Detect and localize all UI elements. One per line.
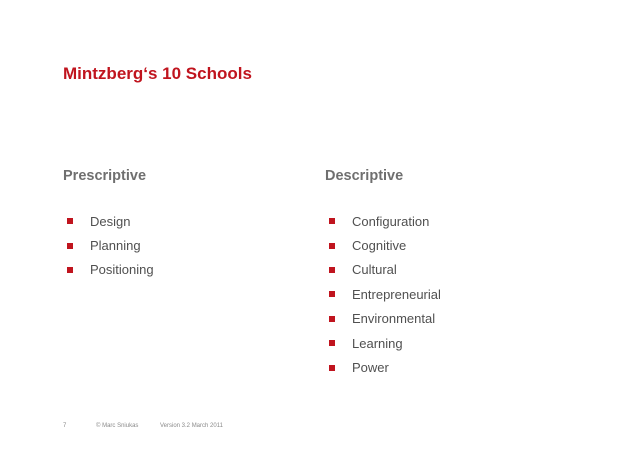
list-item [329, 307, 441, 331]
list-item [329, 331, 441, 355]
list-item [329, 233, 441, 257]
list-item [329, 282, 441, 306]
copyright-notice: © Marc Sniukas [96, 423, 139, 429]
list-item [329, 258, 441, 282]
list-item-label: Power [352, 360, 389, 376]
page-number: 7 [63, 423, 67, 429]
list-item-label: Configuration [352, 213, 430, 229]
list-item [67, 209, 154, 233]
list-item-label: Entrepreneurial [352, 286, 441, 302]
list-item-label: Positioning [90, 262, 154, 278]
list-item-label: Learning [352, 335, 403, 351]
square-bullet-icon [67, 218, 73, 224]
square-bullet-icon [329, 291, 335, 297]
square-bullet-icon [329, 340, 335, 346]
slide-title: Mintzberg‘s 10 Schools [63, 64, 252, 83]
list-item-label: Cognitive [352, 238, 407, 254]
square-bullet-icon [67, 243, 73, 249]
list-item-label: Planning [90, 238, 141, 254]
square-bullet-icon [329, 267, 335, 273]
descriptive-list [329, 209, 441, 380]
square-bullet-icon [67, 267, 73, 273]
descriptive-heading: Descriptive [325, 168, 404, 184]
list-item-label: Environmental [352, 311, 436, 327]
list-item [329, 355, 441, 379]
list-item-label: Design [90, 213, 131, 229]
list-item [67, 258, 154, 282]
list-item [329, 209, 441, 233]
prescriptive-heading: Prescriptive [63, 168, 147, 184]
version-label: Version 3.2 March 2011 [160, 423, 223, 429]
square-bullet-icon [329, 218, 335, 224]
prescriptive-list [67, 209, 154, 282]
square-bullet-icon [329, 316, 335, 322]
list-item [67, 233, 154, 257]
list-item-label: Cultural [352, 262, 397, 278]
square-bullet-icon [329, 365, 335, 371]
square-bullet-icon [329, 243, 335, 249]
